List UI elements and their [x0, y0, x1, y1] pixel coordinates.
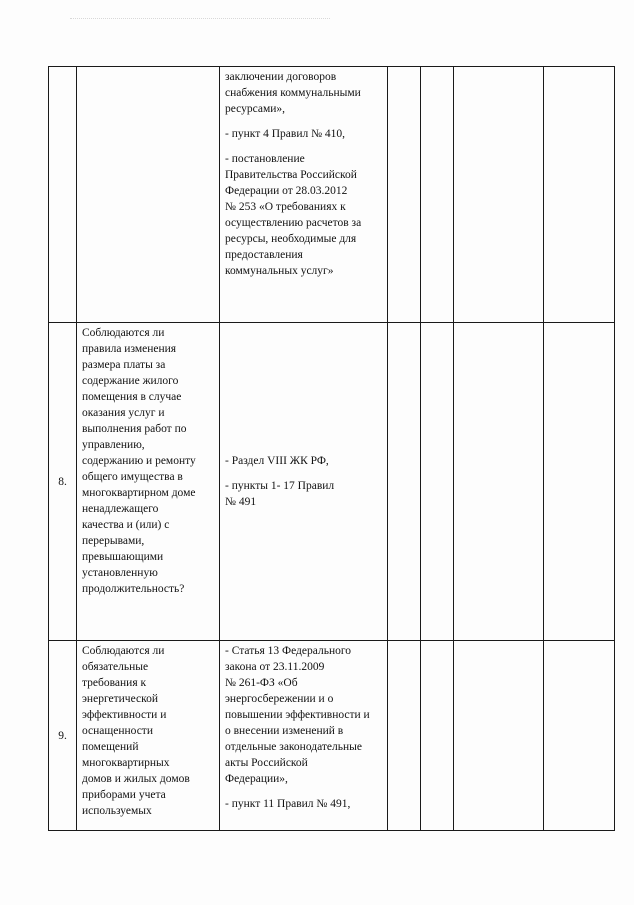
row-number: 9.: [49, 641, 77, 831]
reference-paragraph: - Раздел VIII ЖК РФ,: [225, 455, 329, 467]
reference-paragraph: - пункт 11 Правил № 491,: [225, 798, 351, 810]
question-cell: [77, 641, 220, 831]
table-row: [49, 323, 615, 641]
notes-cell: [544, 67, 615, 323]
notes-cell: [544, 323, 615, 641]
notes-cell: [544, 641, 615, 831]
reference-cell: [220, 67, 388, 323]
answer-yes-cell: [388, 323, 421, 641]
reference-paragraph: заключении договоров снабжения коммунальными ресурсами»,: [225, 71, 361, 115]
question-text: Соблюдаются ли обязательные требования к энергетической эффективности и оснащенности помещений многоквартирных домов и жилых домов приборами учета используемых: [82, 645, 190, 817]
question-text: Соблюдаются ли правила изменения размера платы за содержание жилого помещения в случае оказания услуг и выполнения работ по управлению, содержанию и ремонту общего имущества в многоквартирном доме ненадлежащего качества и (или) с перерывами, превышающими установленную продолжительность?: [82, 327, 196, 595]
reference-paragraph: - пункты 1- 17 Правил № 491: [225, 480, 335, 508]
answer-yes-cell: [388, 641, 421, 831]
reference-paragraph: - пункт 4 Правил № 410,: [225, 128, 346, 140]
reference-cell: [220, 323, 388, 641]
answer-na-cell: [454, 67, 544, 323]
table-row: [49, 641, 615, 831]
answer-na-cell: [454, 641, 544, 831]
row-number: [49, 67, 77, 323]
table-row: [49, 67, 615, 323]
answer-yes-cell: [388, 67, 421, 323]
scan-artifact: [70, 18, 330, 22]
answer-no-cell: [421, 641, 454, 831]
row-number: 8.: [49, 323, 77, 641]
answer-na-cell: [454, 323, 544, 641]
reference-cell: [220, 641, 388, 831]
answer-no-cell: [421, 67, 454, 323]
question-cell: [77, 323, 220, 641]
reference-paragraph: - постановление Правительства Российской Федерации от 28.03.2012 № 253 «О требованиях к осуществлению расчетов за ресурсы, необходимые для предоставления коммунальных услуг»: [225, 153, 362, 277]
checklist-table: [48, 66, 615, 831]
reference-paragraph: - Статья 13 Федерального закона от 23.11.2009 № 261-ФЗ «Об энергосбережении и о повышении эффективности и о внесении изменений в отдельные законодательные акты Российской Федерации»,: [225, 645, 370, 785]
answer-no-cell: [421, 323, 454, 641]
question-cell: [77, 67, 220, 323]
